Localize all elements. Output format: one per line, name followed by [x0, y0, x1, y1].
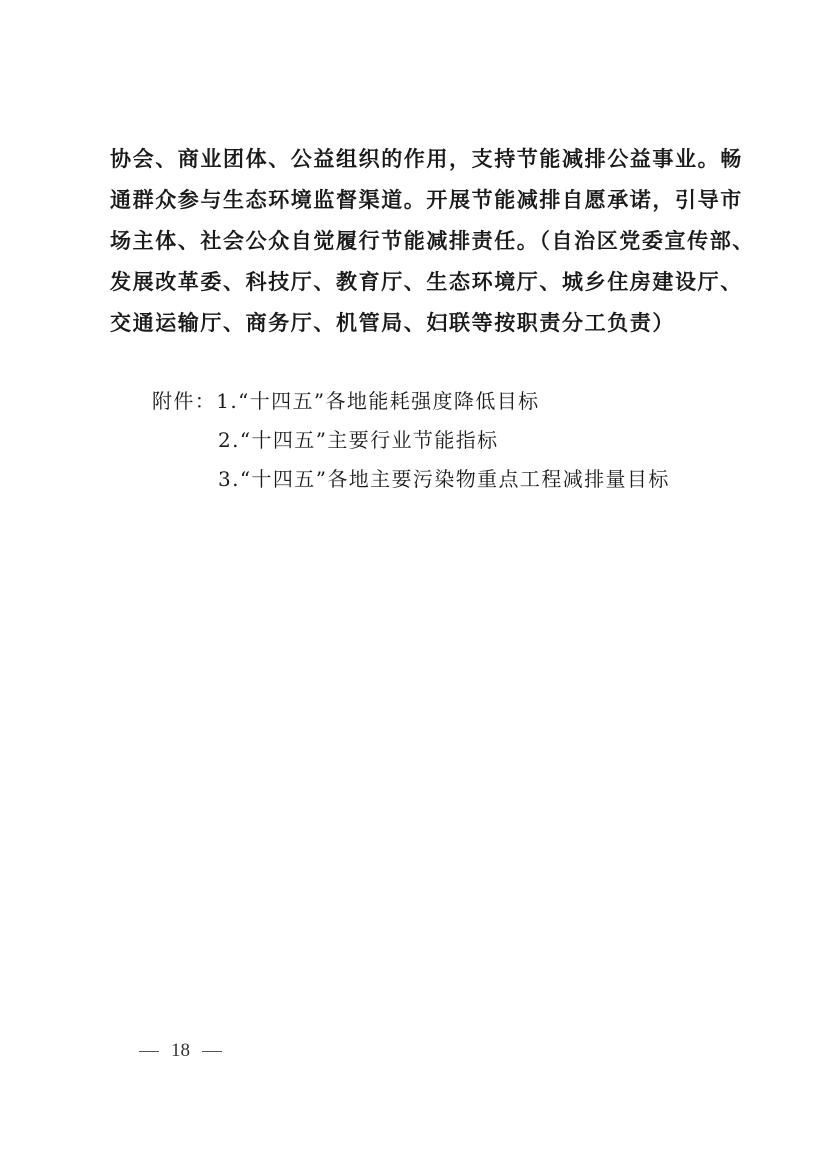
attachments-list: [152, 382, 732, 499]
attachment-row-3: [152, 460, 732, 499]
right-dash: [202, 1051, 222, 1052]
attachment-item-2: 2.“十四五”主要行业节能指标: [218, 428, 499, 452]
attachment-row-2: [152, 421, 732, 460]
attachment-item-1: 1.“十四五”各地能耗强度降低目标: [216, 389, 540, 413]
attachment-row-1: [152, 382, 732, 421]
attachment-item-3: 3.“十四五”各地主要污染物重点工程减排量目标: [218, 467, 670, 491]
body-line-4: 发展改革委、科技厅、教育厅、生态环境厅、城乡住房建设厅、: [110, 269, 743, 294]
body-line-2: 通群众参与生态环境监督渠道。开展节能减排自愿承诺，引导市: [110, 187, 743, 212]
body-line-3: 场主体、社会公众自觉履行节能减排责任。（自治区党委宣传部、: [110, 228, 755, 253]
attachments-label: 附件：: [152, 389, 217, 413]
body-paragraph: [110, 138, 755, 343]
body-line-1: 协会、商业团体、公益组织的作用，支持节能减排公益事业。畅: [110, 146, 743, 171]
page-footer: [127, 1040, 234, 1062]
page-number: 18: [171, 1040, 190, 1061]
left-dash: [139, 1051, 159, 1052]
body-line-5: 交通运输厅、商务厅、机管局、妇联等按职责分工负责）: [110, 310, 675, 335]
